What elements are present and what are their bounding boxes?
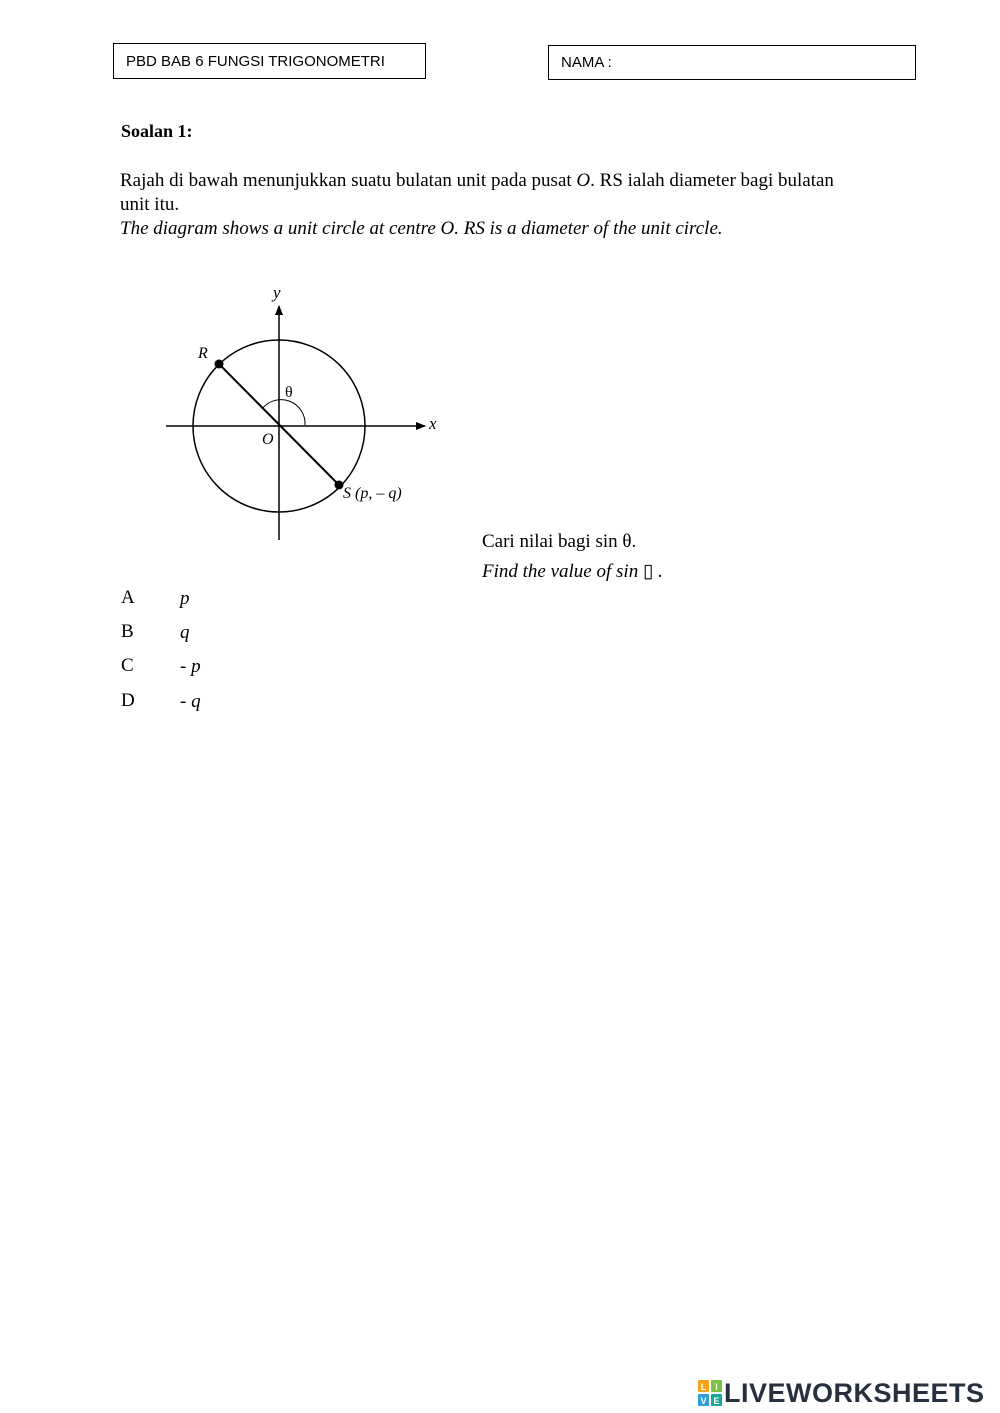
option-c-text[interactable]: - p [180,656,201,677]
question-text-malay-centre: O [576,170,591,191]
option-b-text[interactable]: q [180,622,190,643]
point-s-label: S (p, – q) [343,485,402,502]
question-heading: Soalan 1: [121,121,193,141]
angle-theta-label: θ [285,384,293,401]
liveworksheets-brand[interactable] [698,1377,985,1409]
y-axis-label: y [273,283,281,302]
x-axis-label: x [429,414,437,433]
option-a-letter[interactable]: A [121,587,135,608]
angle-theta-arc [262,400,305,425]
point-r-label: R [198,345,208,362]
worksheet-title-box [113,43,426,79]
option-a-text[interactable]: p [180,588,190,609]
option-b-letter[interactable]: B [121,621,134,642]
worksheet-title: PBD BAB 6 FUNGSI TRIGONOMETRI [126,52,385,70]
brand-name: LIVEWORKSHEETS [724,1377,985,1408]
name-field-box[interactable] [548,45,916,80]
missing-glyph-box: ▯ [642,561,654,582]
name-field-label: NAMA : [561,54,612,71]
logo-letter: L [700,1382,707,1392]
option-d-letter[interactable]: D [121,690,135,711]
option-d-text[interactable]: - q [180,691,201,712]
prompt-malay: Cari nilai bagi sin θ. [482,531,637,552]
unit-circle-diagram [160,278,450,544]
prompt-english-part: . [653,561,663,582]
prompt-english-part: Find the value of sin [482,561,643,582]
logo-letter: V [700,1396,707,1406]
question-text-malay-part: . RS ialah diameter bagi bulatan [590,170,834,191]
point-r [215,360,224,369]
prompt-english [482,560,663,583]
logo-letter: I [715,1382,718,1392]
option-c-letter[interactable]: C [121,655,134,676]
question-text-malay-part: Rajah di bawah menunjukkan suatu bulatan unit pada pusat [120,170,577,191]
question-text-malay-line1 [120,170,834,192]
origin-label: O [262,431,274,448]
question-text-malay-line2: unit itu. [120,194,180,215]
logo-letter: E [713,1396,720,1406]
question-text-english: The diagram shows a unit circle at centre O. RS is a diameter of the unit circle. [120,218,723,239]
liveworksheets-logo-icon [698,1380,722,1406]
